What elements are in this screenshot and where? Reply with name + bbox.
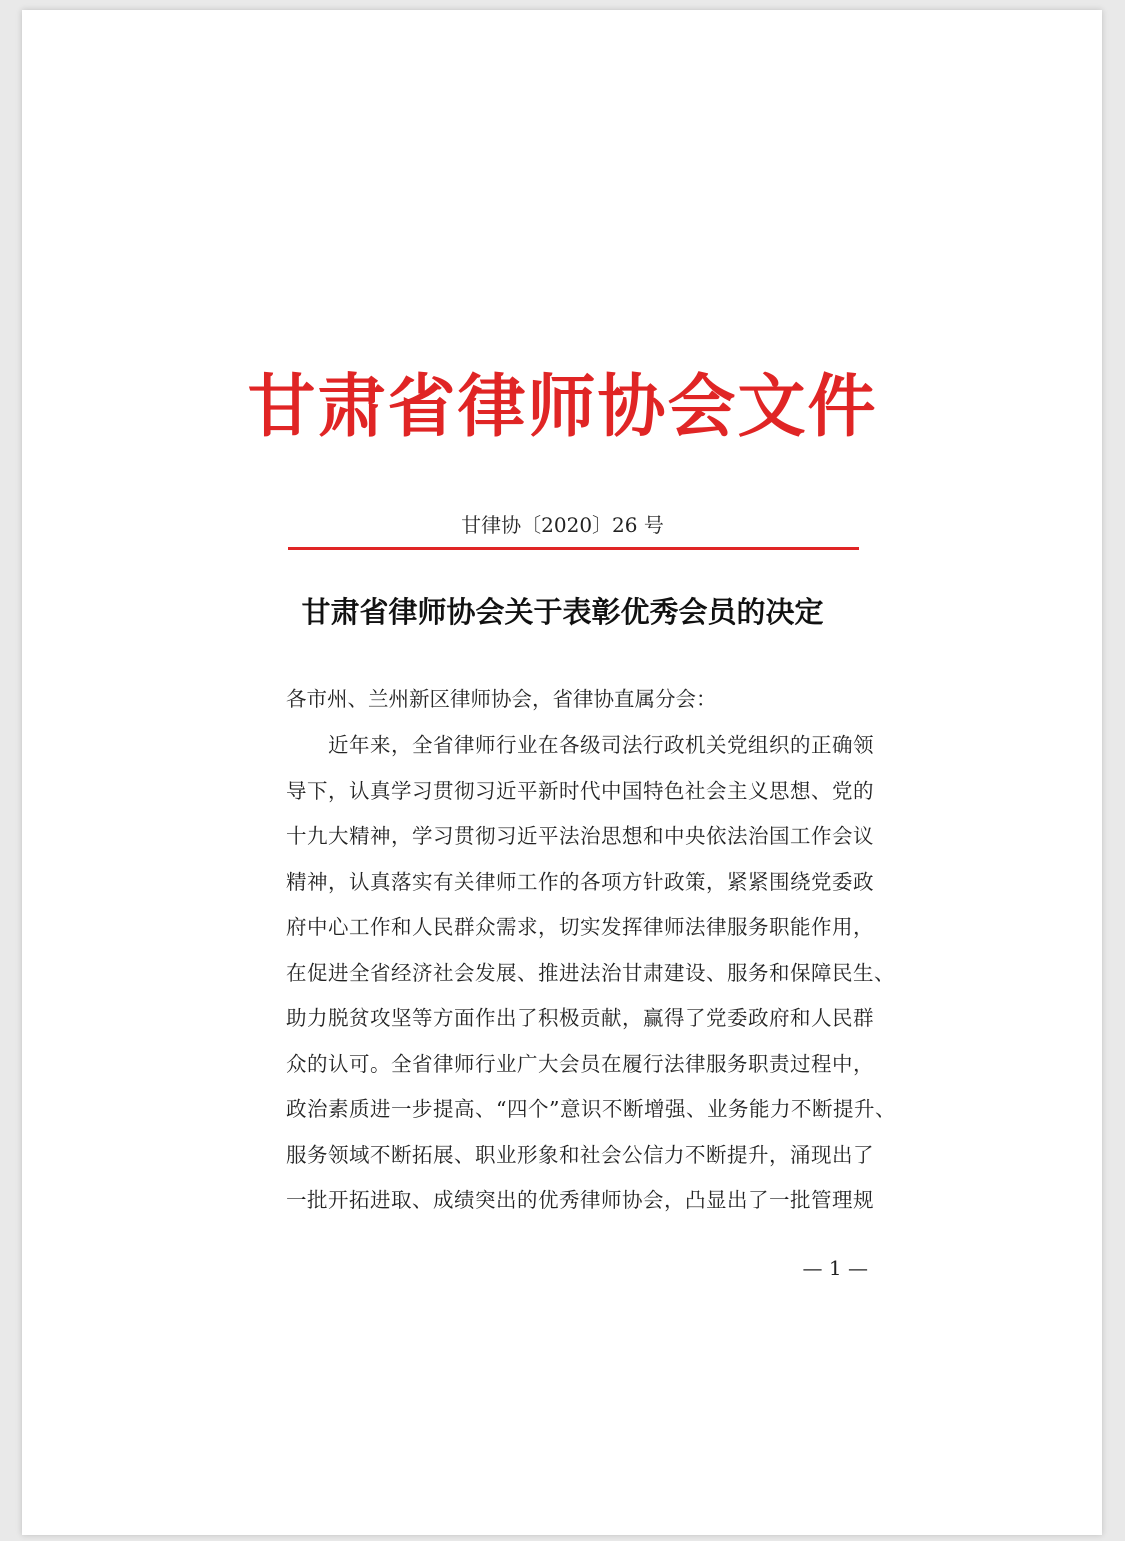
body-line: 近年来，全省律师行业在各级司法行政机关党组织的正确领 — [286, 733, 874, 757]
body-line: 十九大精神，学习贯彻习近平法治思想和中央依法治国工作会议 — [286, 824, 874, 848]
body-line: 助力脱贫攻坚等方面作出了积极贡献，赢得了党委政府和人民群 — [286, 1006, 874, 1030]
salutation: 各市州、兰州新区律师协会，省律协直属分会： — [286, 687, 717, 711]
body-line: 众的认可。全省律师行业广大会员在履行法律服务职责过程中， — [286, 1051, 874, 1076]
header-divider-line — [288, 547, 859, 550]
page-number: — 1 — — [802, 1256, 868, 1280]
body-line: 政治素质进一步提高、“四个”意识不断增强、业务能力不断提升、 — [286, 1097, 896, 1121]
body-line: 导下，认真学习贯彻习近平新时代中国特色社会主义思想、党的 — [286, 778, 874, 803]
body-line: 在促进全省经济社会发展、推进法治甘肃建设、服务和保障民生、 — [286, 960, 895, 985]
body-line: 服务领域不断拓展、职业形象和社会公信力不断提升，涌现出了 — [286, 1142, 874, 1167]
body-text — [286, 728, 896, 1229]
document-title: 甘肃省律师协会关于表彰优秀会员的决定 — [301, 595, 824, 629]
body-line: 一批开拓进取、成绩突出的优秀律师协会，凸显出了一批管理规 — [286, 1188, 874, 1212]
document-number: 甘律协〔2020〕26 号 — [461, 513, 664, 537]
body-line: 府中心工作和人民群众需求，切实发挥律师法律服务职能作用， — [286, 915, 874, 939]
document-header-title: 甘肃省律师协会文件 — [247, 367, 878, 447]
body-line: 精神，认真落实有关律师工作的各项方针政策，紧紧围绕党委政 — [286, 869, 874, 894]
